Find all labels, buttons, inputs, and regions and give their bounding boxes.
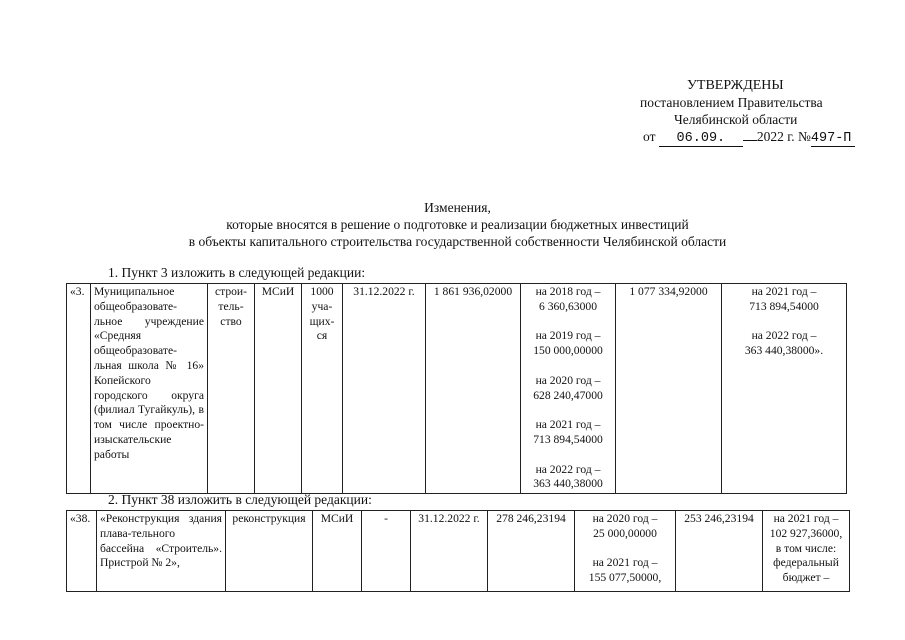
cell-type: строи- тель- ство bbox=[208, 284, 255, 494]
approval-title: УТВЕРЖДЕНЫ bbox=[687, 78, 784, 93]
year-text: 2022 г. № bbox=[756, 129, 811, 144]
table-point-38 bbox=[66, 510, 850, 592]
date-value: 06.09. bbox=[659, 131, 743, 147]
cell-deadline: 31.12.2022 г. bbox=[411, 511, 488, 592]
cell-schedule: на 2020 год – 25 000,00000 на 2021 год – 155 077,50000, bbox=[575, 511, 676, 592]
cell-cost: 278 246,23194 bbox=[488, 511, 575, 592]
heading-line-3: в объекты капитального строительства государственной собственности Челябинской области bbox=[188, 234, 727, 249]
date-prefix: от bbox=[643, 129, 656, 144]
cell-num: «38. bbox=[67, 511, 97, 592]
cell-object-name: «Реконструкция здания плава-тельного бассейна «Строитель». Пристрой № 2», bbox=[97, 511, 226, 592]
cell-type: реконструкция bbox=[226, 511, 313, 592]
cell-capacity: 1000 уча- щих- ся bbox=[302, 284, 343, 494]
cell-customer: МСиИ bbox=[313, 511, 362, 592]
approval-line-1: постановлением Правительства bbox=[640, 95, 823, 110]
decree-number: 497-П bbox=[811, 131, 855, 147]
heading-line-2: которые вносятся в решение о подготовке и реализации бюджетных инвестиций bbox=[226, 217, 689, 232]
point-1-text: 1. Пункт 3 изложить в следующей редакции: bbox=[108, 265, 366, 280]
table-point-3 bbox=[66, 283, 847, 494]
cell-schedule: на 2018 год – 6 360,63000 на 2019 год – 150 000,00000 на 2020 год – 628 240,47000 на 2021 год – 713 894,54000 на 2022 год – 363 440,38000 bbox=[521, 284, 616, 494]
cell-cost: 1 861 936,02000 bbox=[426, 284, 521, 494]
cell-remaining: на 2021 год – 713 894,54000 на 2022 год – 363 440,38000». bbox=[722, 284, 847, 494]
cell-total: 1 077 334,92000 bbox=[616, 284, 722, 494]
table-row bbox=[67, 284, 847, 494]
cell-object-name: Муниципальное общеобразовате-льное учреждение «Средняя общеобразовате-льная школа № 16» Копейского городского округа (филиал Тугайкуль), в том числе проектно-изыскательские работы bbox=[91, 284, 208, 494]
approval-date-line bbox=[643, 129, 855, 147]
table-row bbox=[67, 511, 850, 592]
cell-num: «3. bbox=[67, 284, 91, 494]
cell-customer: МСиИ bbox=[255, 284, 302, 494]
cell-deadline: 31.12.2022 г. bbox=[343, 284, 426, 494]
point-2-text: 2. Пункт 38 изложить в следующей редакции: bbox=[108, 492, 372, 507]
heading-title: Изменения, bbox=[424, 200, 491, 215]
approval-line-2: Челябинской области bbox=[674, 112, 798, 127]
cell-remaining: на 2021 год – 102 927,36000, в том числе: федеральный бюджет – bbox=[763, 511, 850, 592]
cell-capacity: - bbox=[362, 511, 411, 592]
cell-total: 253 246,23194 bbox=[676, 511, 763, 592]
